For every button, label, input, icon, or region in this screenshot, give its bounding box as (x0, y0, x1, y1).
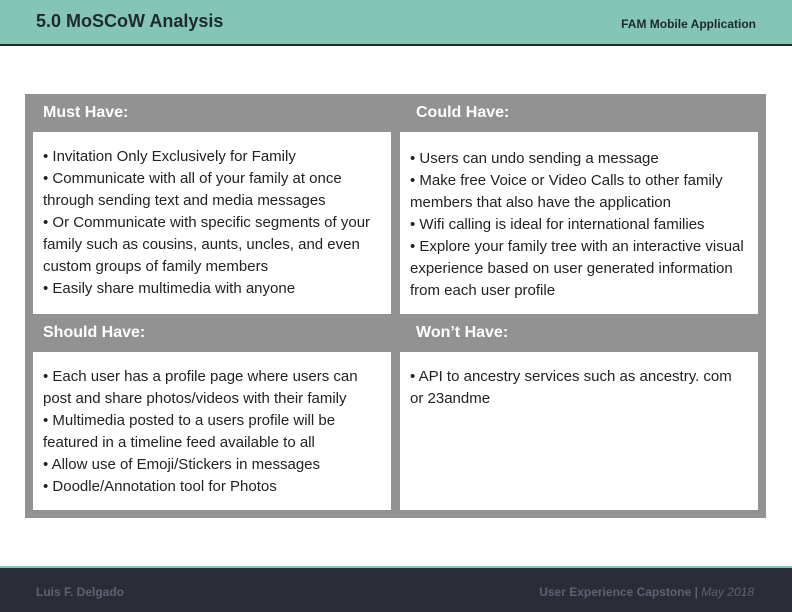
should-have-title: Should Have: (43, 324, 146, 341)
list-item: • Communicate with all of your family at once through sending text and media messages (43, 170, 342, 209)
list-item: • API to ancestry services such as ancestry. com or 23andme (410, 368, 732, 407)
list-item: • Doodle/Annotation tool for Photos (43, 478, 277, 495)
wont-have-list (400, 352, 758, 510)
list-item: • Allow use of Emoji/Stickers in messages (43, 456, 321, 473)
wont-have-title: Won’t Have: (416, 324, 509, 341)
footer-separator: | (694, 585, 698, 599)
document-subtitle: FAM Mobile Application (621, 17, 756, 31)
page-header (0, 0, 792, 46)
could-have-title: Could Have: (416, 104, 510, 121)
must-have-list (33, 132, 391, 314)
list-item: • Invitation Only Exclusively for Family (43, 148, 296, 165)
list-item: • Each user has a profile page where users can post and share photos/videos with their family (43, 368, 358, 407)
page-title: 5.0 MoSCoW Analysis (36, 11, 224, 31)
list-item: • Multimedia posted to a users profile will be featured in a timeline feed available to all (43, 412, 336, 451)
list-item: • Users can undo sending a message (410, 150, 659, 167)
footer-course-date (539, 585, 754, 599)
list-item: • Easily share multimedia with anyone (43, 280, 296, 297)
course-name: User Experience Capstone (539, 585, 692, 599)
could-have-list (400, 132, 758, 314)
list-item: • Wifi calling is ideal for international families (410, 216, 705, 233)
should-have-list (33, 352, 391, 510)
list-item: • Explore your family tree with an interactive visual experience based on user generated information from each user profile (410, 238, 744, 299)
moscow-grid (25, 94, 766, 518)
author-name: Luis F. Delgado (36, 585, 125, 599)
page-footer (0, 566, 792, 612)
must-have-title: Must Have: (43, 104, 129, 121)
list-item: • Make free Voice or Video Calls to other family members that also have the application (410, 172, 723, 211)
list-item: • Or Communicate with specific segments of your family such as cousins, aunts, uncles, and even custom groups of family members (43, 214, 371, 275)
footer-date: May 2018 (701, 585, 754, 599)
